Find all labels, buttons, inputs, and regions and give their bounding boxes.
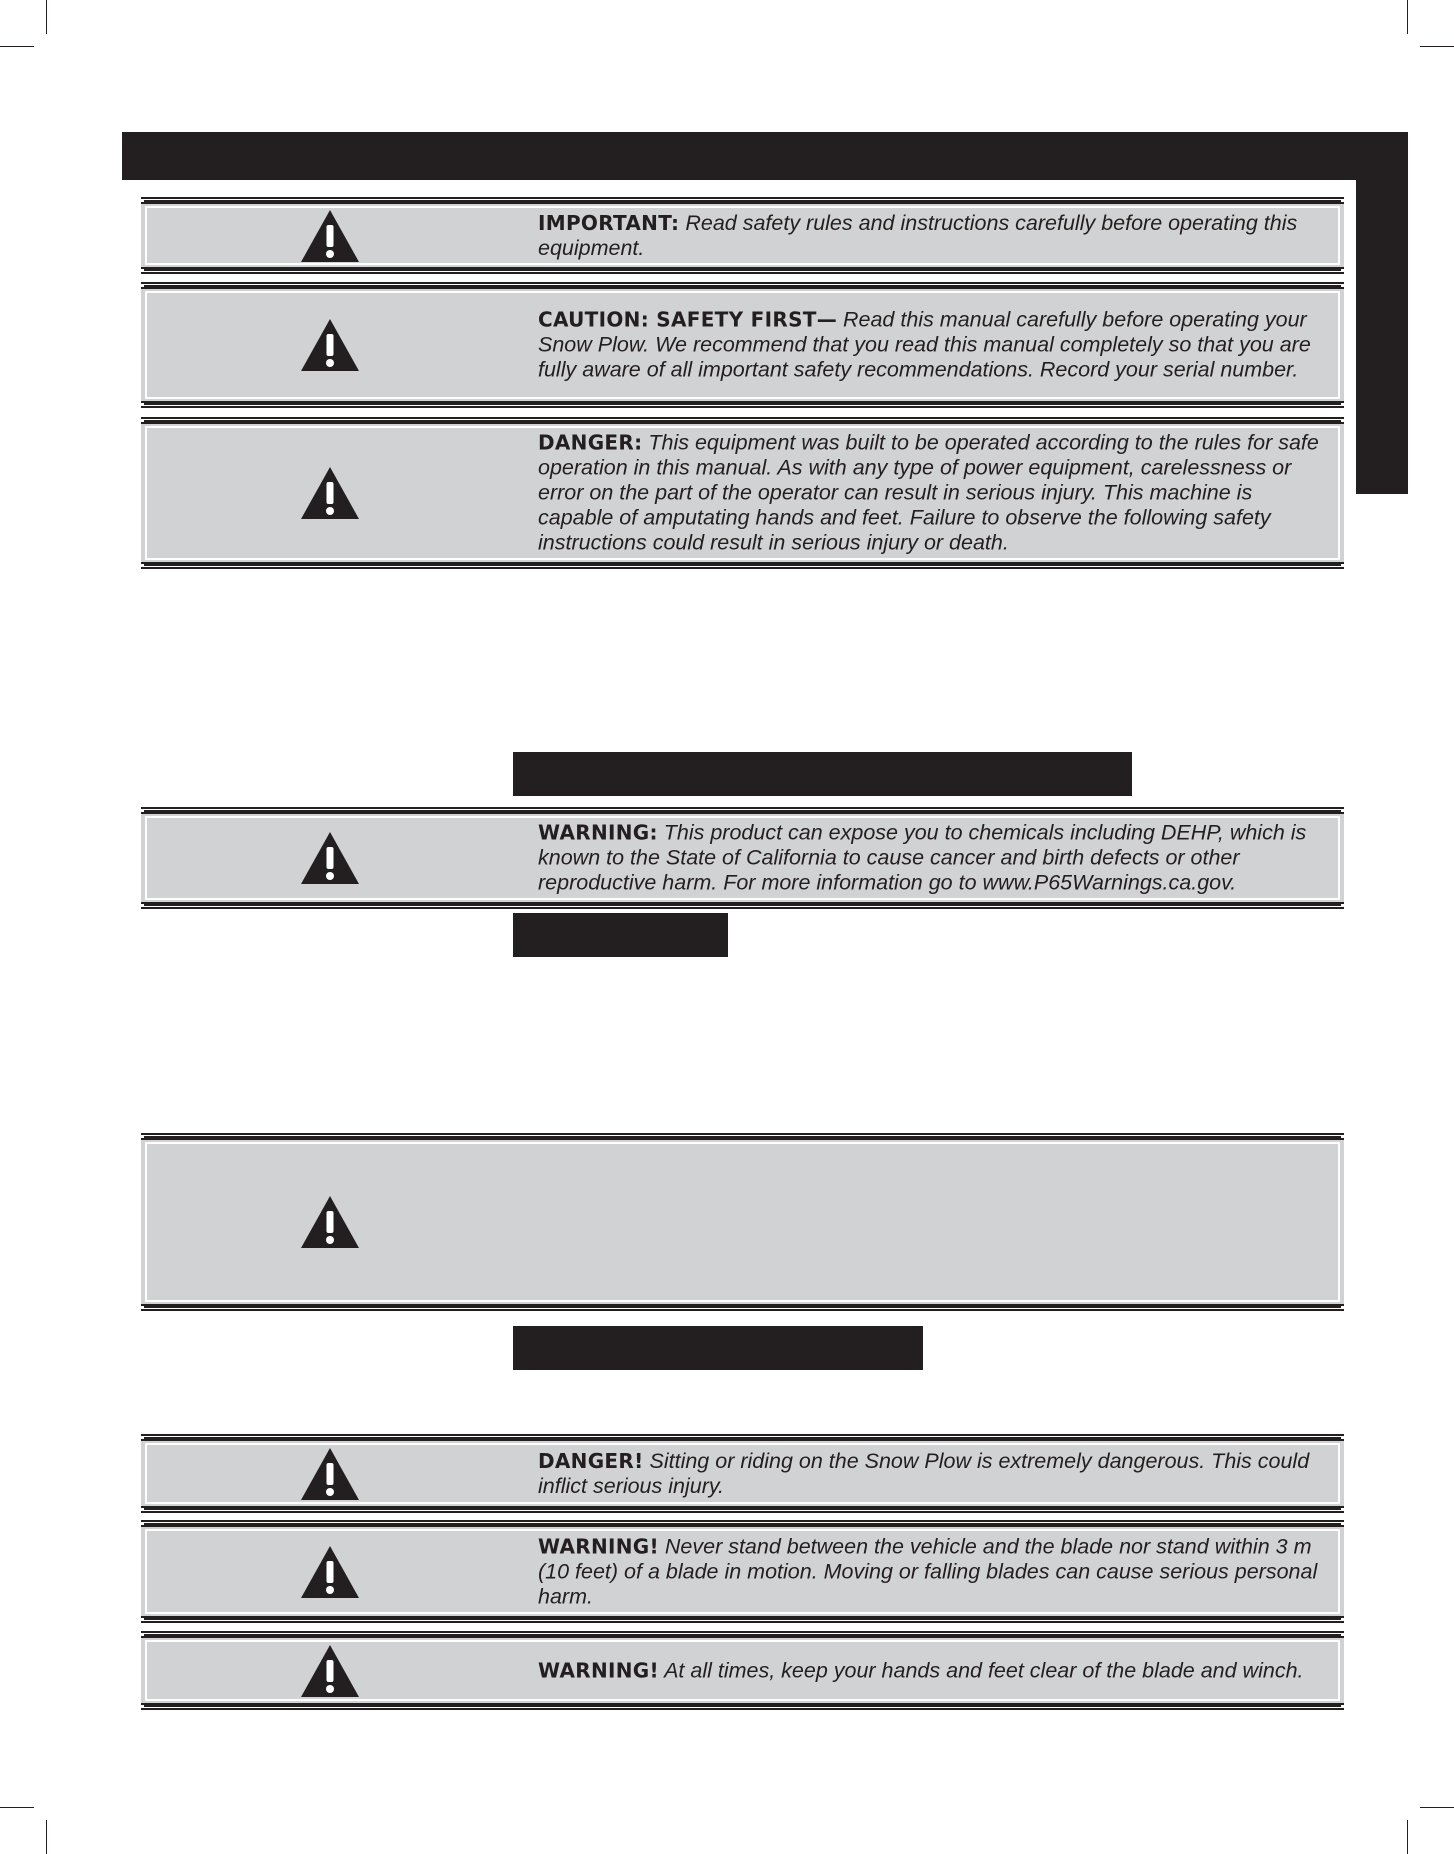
page-header-bar bbox=[122, 132, 1408, 180]
section-heading-bar bbox=[513, 752, 1132, 796]
safety-panel-important bbox=[141, 202, 1344, 269]
crop-mark bbox=[1420, 1807, 1454, 1808]
safety-message bbox=[538, 211, 1326, 261]
crop-mark bbox=[1407, 1820, 1408, 1854]
safety-text: Read safety rules and instructions carefully before operating this equipment. bbox=[538, 210, 1298, 260]
safety-label: IMPORTANT: bbox=[538, 210, 680, 235]
warning-triangle-icon bbox=[299, 1446, 361, 1502]
warning-triangle-icon bbox=[299, 1544, 361, 1600]
safety-panel-caution bbox=[141, 287, 1344, 403]
crop-mark bbox=[46, 1820, 47, 1854]
safety-label: WARNING! bbox=[538, 1534, 659, 1558]
crop-mark bbox=[0, 1807, 34, 1808]
safety-panel-prop65-warning bbox=[141, 812, 1344, 904]
warning-triangle-icon bbox=[299, 1194, 361, 1250]
safety-panel-riding-danger bbox=[141, 1439, 1344, 1508]
safety-message bbox=[538, 431, 1326, 556]
crop-mark bbox=[1407, 0, 1408, 34]
safety-text: Never stand between the vehicle and the blade nor stand within 3 m (10 feet) of a blade in motion. Moving or falling blades can cause serious personal harm. bbox=[538, 1534, 1318, 1608]
safety-message bbox=[538, 821, 1326, 896]
crop-mark bbox=[0, 46, 34, 47]
safety-label: DANGER! bbox=[538, 1448, 644, 1473]
warning-triangle-icon bbox=[299, 1643, 361, 1699]
safety-text: At all times, keep your hands and feet clear of the blade and winch. bbox=[658, 1658, 1304, 1682]
safety-panel-blade-warning bbox=[141, 1525, 1344, 1618]
crop-mark bbox=[46, 0, 47, 34]
warning-triangle-icon bbox=[299, 208, 361, 264]
safety-text: This equipment was built to be operated according to the rules for safe operation in this manual. As with any type of power equipment, carelessness or error on the part of the operator can result in serious injury. This machine is capable of amputating hands and feet. Failure to observe the following safety instructions could result in serious injury or death. bbox=[538, 430, 1319, 555]
safety-message bbox=[538, 1658, 1326, 1683]
safety-text: Sitting or riding on the Snow Plow is extremely dangerous. This could inflict serious injury. bbox=[538, 1448, 1310, 1498]
warning-triangle-icon bbox=[299, 830, 361, 886]
crop-mark bbox=[1420, 46, 1454, 47]
safety-message bbox=[538, 308, 1326, 383]
safety-panel-blank bbox=[141, 1138, 1344, 1306]
safety-message bbox=[538, 1449, 1326, 1499]
safety-label: WARNING: bbox=[538, 820, 658, 845]
section-heading-bar bbox=[513, 913, 728, 957]
safety-panel-danger bbox=[141, 422, 1344, 564]
warning-triangle-icon bbox=[299, 465, 361, 521]
safety-panel-hands-warning bbox=[141, 1636, 1344, 1705]
section-heading-bar bbox=[513, 1326, 923, 1370]
warning-triangle-icon bbox=[299, 317, 361, 373]
section-side-tab bbox=[1356, 132, 1408, 494]
safety-label: DANGER: bbox=[538, 430, 643, 455]
safety-label: CAUTION: SAFETY FIRST— bbox=[538, 307, 838, 332]
safety-text: This product can expose you to chemicals including DEHP, which is known to the State of California to cause cancer and birth defects or other reproductive harm. For more information go to www.P65Warnings.ca.gov. bbox=[538, 820, 1307, 895]
safety-message bbox=[538, 1534, 1326, 1609]
safety-text: Read this manual carefully before operating your Snow Plow. We recommend that you read this manual completely so that you are fully aware of all important safety recommendations. Record your serial number. bbox=[538, 307, 1311, 382]
safety-label: WARNING! bbox=[538, 1658, 659, 1682]
